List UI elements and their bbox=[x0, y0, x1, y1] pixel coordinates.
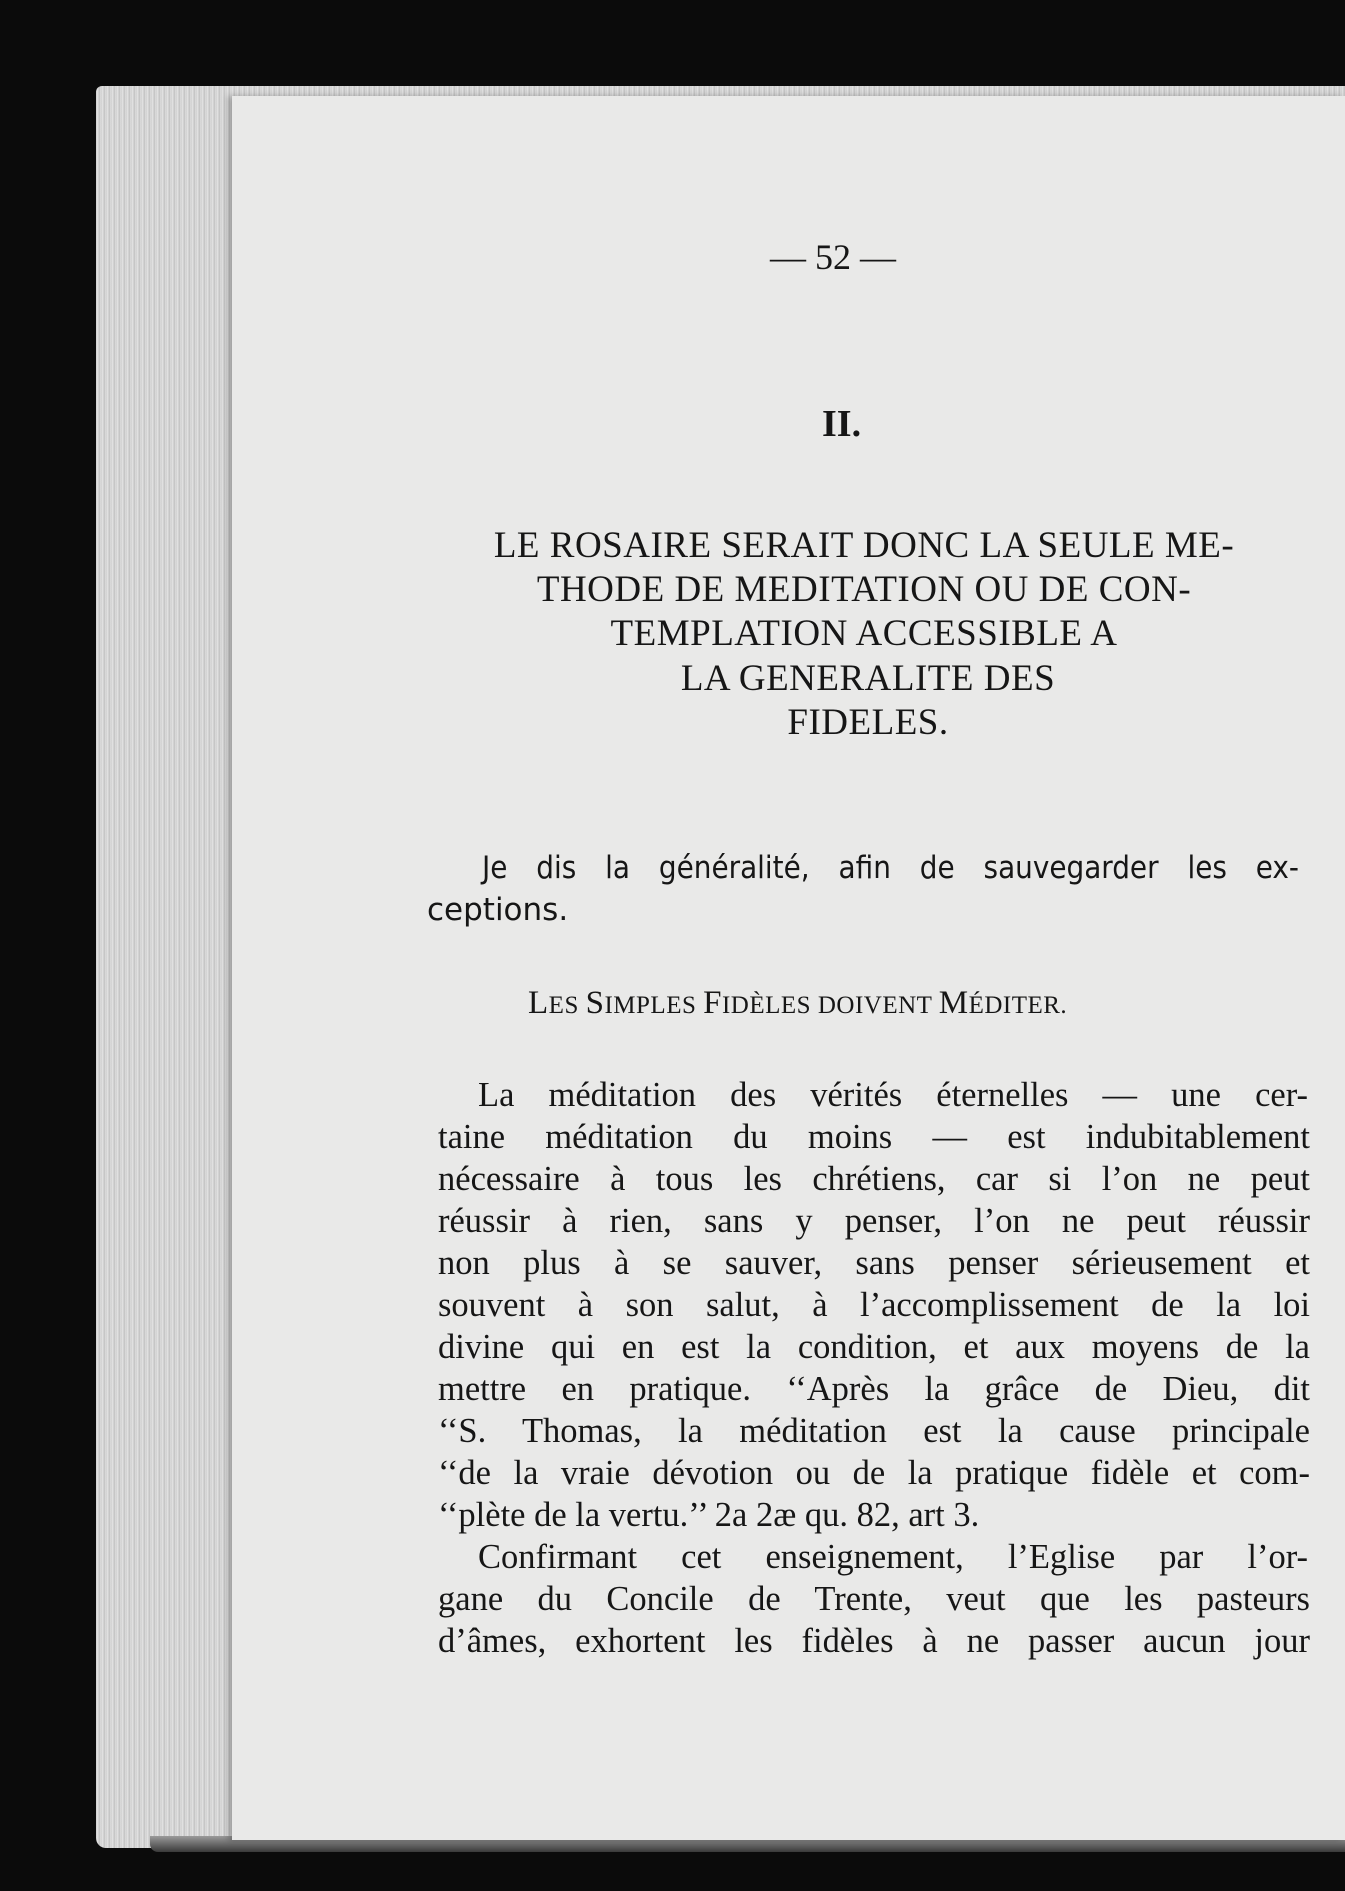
body-line-5: non plus à se sauver, sans penser sérieusement et bbox=[438, 1244, 1310, 1282]
body-line-14: d’âmes, exhortent les fidèles à ne passer aucun jour bbox=[438, 1622, 1310, 1660]
page-number: — 52 — bbox=[770, 237, 896, 277]
body-line-1: La méditation des vérités éternelles — une cer- bbox=[478, 1076, 1308, 1114]
heading-line-4: LA GENERALITE DES bbox=[680, 658, 1056, 699]
heading-line-3: TEMPLATION ACCESSIBLE A bbox=[610, 613, 1118, 654]
body-line-12: Confirmant cet enseignement, l’Eglise par l’or- bbox=[478, 1538, 1308, 1576]
body-line-2: taine méditation du moins — est indubitablement bbox=[438, 1118, 1310, 1156]
section-subheading: LES SIMPLES FIDÈLES DOIVENT MÉDITER. bbox=[528, 985, 1068, 1021]
body-line-11: ‘‘plète de la vertu.’’ 2a 2æ qu. 82, art 3. bbox=[438, 1496, 980, 1534]
body-line-6: souvent à son salut, à l’accomplissement de la loi bbox=[438, 1286, 1310, 1324]
heading-line-1: LE ROSAIRE SERAIT DONC LA SEULE ME- bbox=[493, 525, 1235, 566]
body-line-10: ‘‘de la vraie dévotion ou de la pratique fidèle et com- bbox=[438, 1454, 1310, 1492]
body-line-13: gane du Concile de Trente, veut que les pasteurs bbox=[438, 1580, 1310, 1618]
intro-line-2: ceptions. bbox=[427, 892, 569, 928]
body-line-7: divine qui en est la condition, et aux moyens de la bbox=[438, 1328, 1310, 1366]
body-line-9: ‘‘S. Thomas, la méditation est la cause principale bbox=[438, 1412, 1310, 1450]
section-numeral: II. bbox=[822, 403, 862, 445]
body-line-3: nécessaire à tous les chrétiens, car si l’on ne peut bbox=[438, 1160, 1310, 1198]
intro-line-1: Je dis la généralité, afin de sauvegarder les ex- bbox=[482, 850, 1299, 886]
heading-line-2: THODE DE MEDITATION OU DE CON- bbox=[536, 569, 1192, 610]
body-line-8: mettre en pratique. ‘‘Après la grâce de Dieu, dit bbox=[438, 1370, 1310, 1408]
body-line-4: réussir à rien, sans y penser, l’on ne peut réussir bbox=[438, 1202, 1310, 1240]
heading-line-5: FIDELES. bbox=[787, 702, 949, 743]
